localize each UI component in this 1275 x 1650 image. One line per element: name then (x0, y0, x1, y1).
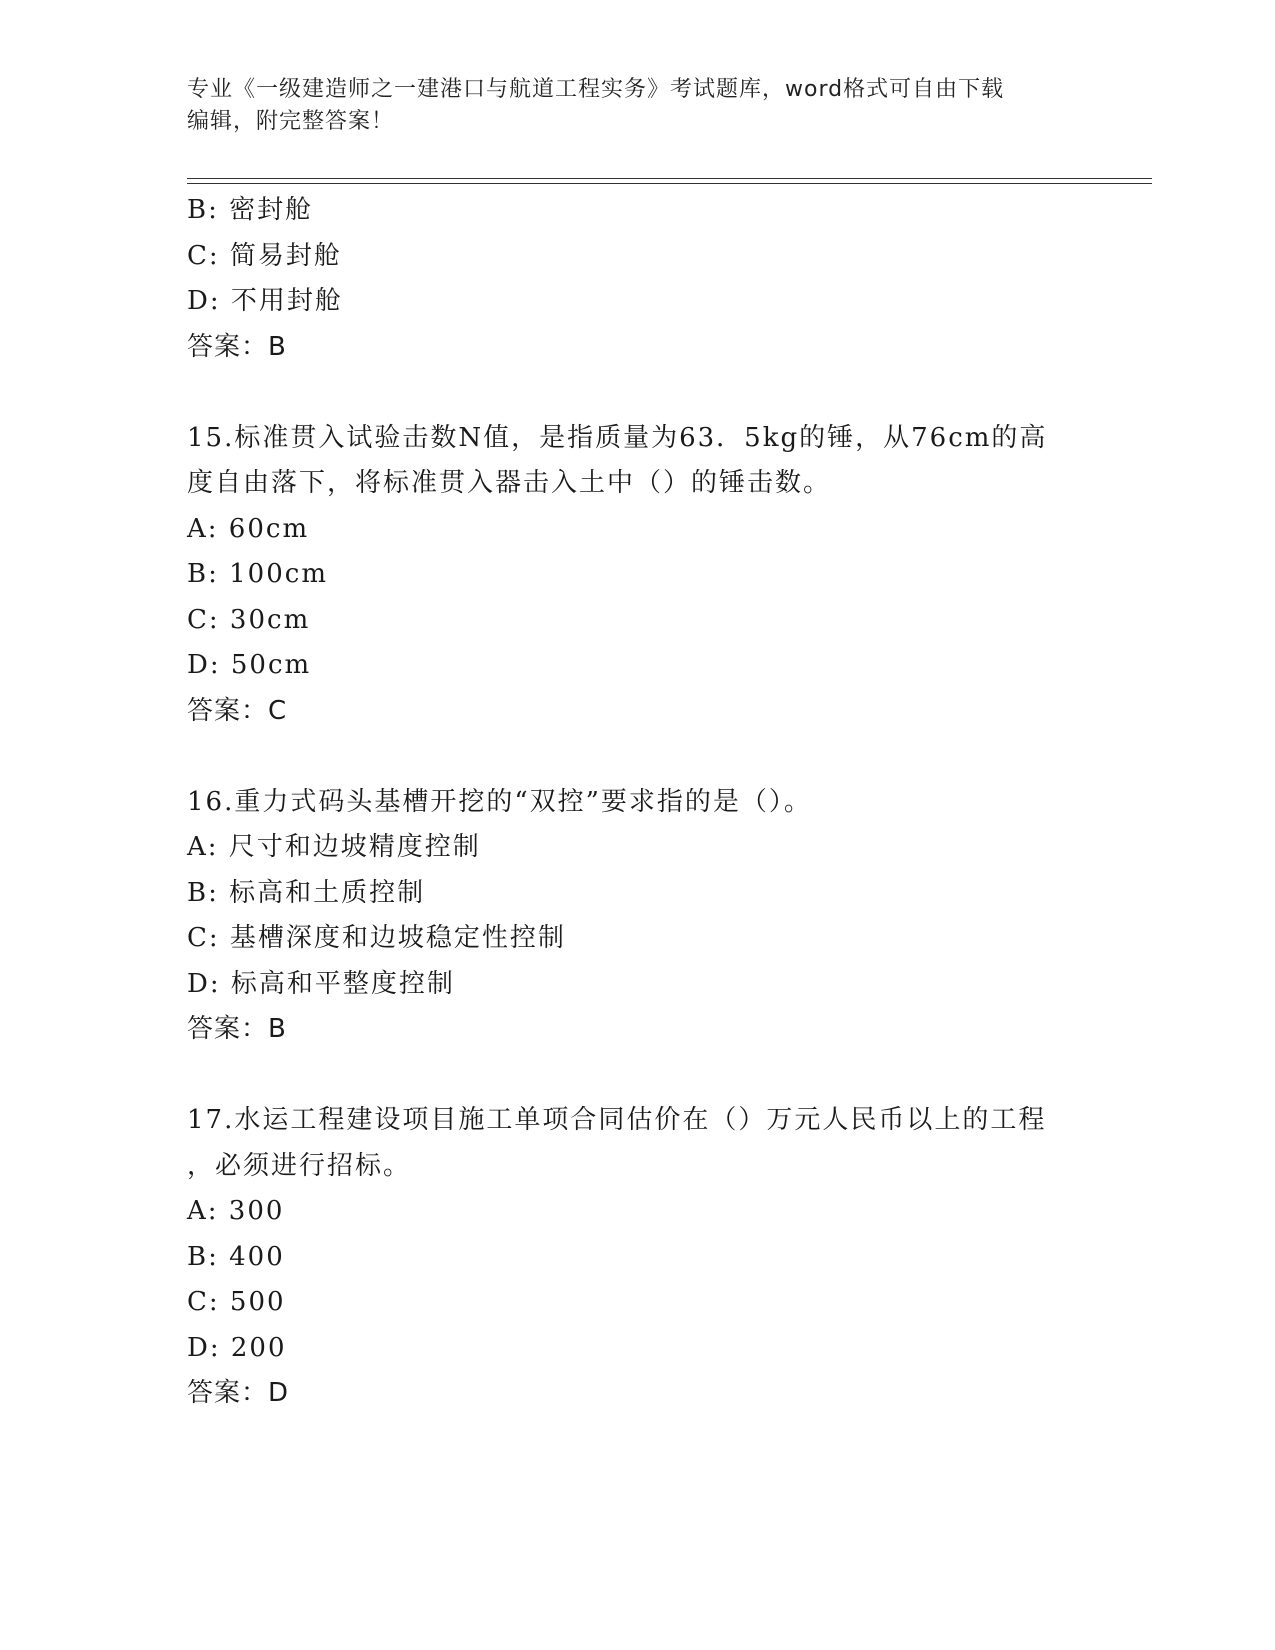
question-15 (187, 416, 1087, 735)
question-stem-line-2: 度自由落下，将标准贯入器击入土中（）的锤击数。 (187, 468, 832, 498)
option-a: A: 尺寸和边坡精度控制 (187, 832, 481, 862)
question-stem-line-2: ，必须进行招标。 (187, 1150, 412, 1181)
option-a: A: 60cm (187, 513, 310, 544)
question-stem-line-1: 17.水运工程建设项目施工单项合同估价在（）万元人民币以上的工程 (187, 1105, 1047, 1135)
option-d: D: 标高和平整度控制 (187, 968, 455, 999)
option-d: D: 200 (187, 1332, 287, 1363)
option-b: B: 100cm (187, 559, 328, 589)
document-header (187, 74, 1067, 138)
option-b: B: 标高和土质控制 (187, 877, 426, 908)
option-b: B: 400 (187, 1241, 285, 1272)
header-line-1: 专业《一级建造师之一建港口与航道工程实务》考试题库，word格式可自由下载 (187, 77, 1005, 102)
option-c: C: 基槽深度和边坡稳定性控制 (187, 923, 566, 953)
spacer (187, 370, 1087, 416)
question-16 (187, 780, 1087, 1053)
option-c: C: 500 (187, 1287, 286, 1317)
question-stem-line-1: 16.重力式码头基槽开挖的“双控”要求指的是（）。 (187, 786, 812, 817)
option-d: D: 不用封舱 (187, 286, 343, 316)
option-b: B: 密封舱 (187, 195, 314, 225)
answer: 答案：C (187, 695, 288, 726)
option-c: C: 30cm (187, 604, 311, 635)
answer: 答案：B (187, 1014, 287, 1044)
option-c: C: 简易封舱 (187, 240, 342, 271)
option-d: D: 50cm (187, 650, 312, 680)
answer: 答案：B (187, 331, 287, 362)
header-divider-thin (187, 183, 1152, 184)
header-divider-thick (187, 178, 1152, 179)
spacer (187, 734, 1087, 780)
answer: 答案：D (187, 1378, 290, 1408)
question-17 (187, 1098, 1087, 1417)
header-line-2: 编辑，附完整答案！ (187, 109, 395, 134)
question-list (187, 188, 1087, 1417)
question-14-tail (187, 188, 1087, 370)
question-stem-line-1: 15.标准贯入试验击数N值，是指质量为63．5kg的锤，从76cm的高 (187, 422, 1048, 453)
option-a: A: 300 (187, 1196, 285, 1226)
spacer (187, 1053, 1087, 1099)
